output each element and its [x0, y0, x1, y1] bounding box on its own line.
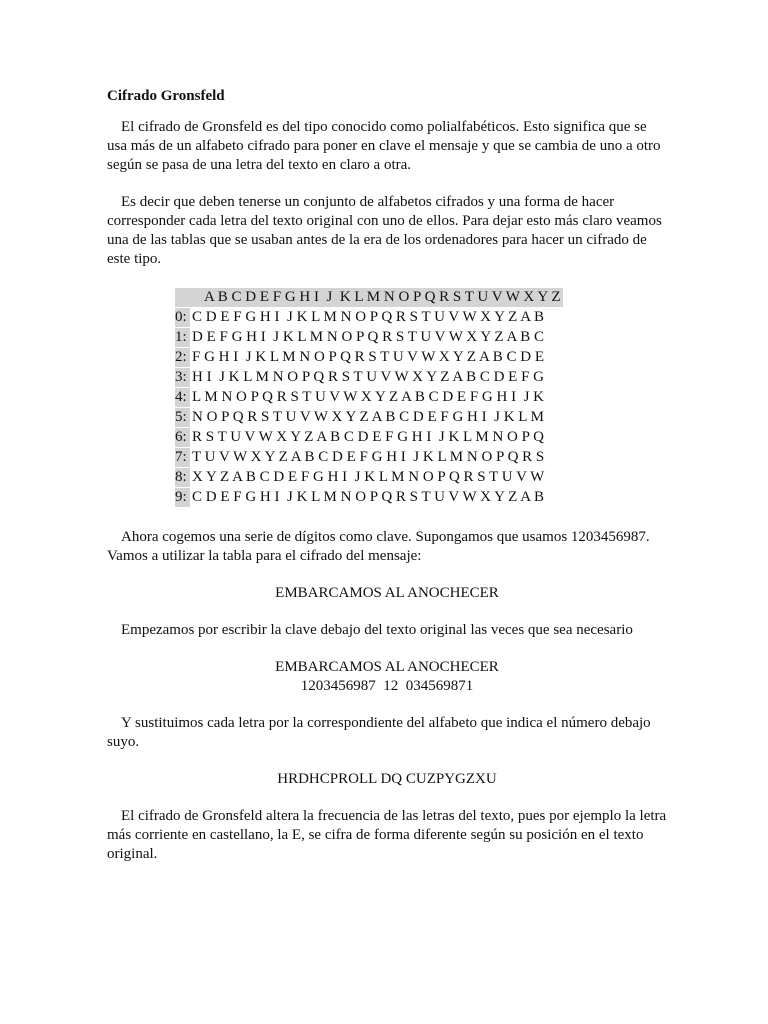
- cipher-table-row: [175, 308, 563, 327]
- paragraph-key-intro: Ahora cogemos una serie de dígitos como clave. Supongamos que usamos 1203456987. Vamos a utilizar la tabla para el cifrado del mensaje:: [107, 529, 650, 564]
- document-title: Cifrado Gronsfeld: [107, 88, 225, 104]
- paragraph-key-writing: Empezamos por escribir la clave debajo del texto original las veces que sea necesario: [121, 622, 633, 638]
- cipher-table-row: [175, 408, 563, 427]
- cipher-row-alphabet: R S T U V W X Y Z A B C D E F G H I J K L M N O P Q: [192, 429, 545, 445]
- cipher-table-row: [175, 428, 563, 447]
- cipher-table-row: [175, 328, 563, 347]
- cipher-table-header-row: [175, 288, 563, 307]
- cipher-row-digit: 2:: [175, 348, 190, 367]
- cipher-table-row: [175, 468, 563, 487]
- plaintext-message: EMBARCAMOS AL ANOCHECER: [275, 585, 499, 601]
- cipher-table-corner: [175, 288, 190, 307]
- cipher-row-alphabet: H I J K L M N O P Q R S T U V W X Y Z A B C D E F G: [192, 369, 545, 385]
- document-page: [107, 87, 667, 882]
- cipher-row-digit: 0:: [175, 308, 190, 327]
- cipher-row-alphabet: C D E F G H I J K L M N O P Q R S T U V W X Y Z A B: [192, 489, 545, 505]
- cipher-row-alphabet: X Y Z A B C D E F G H I J K L M N O P Q R S T U V W: [192, 469, 545, 485]
- cipher-table-row: [175, 488, 563, 507]
- paragraph-table-intro: Es decir que deben tenerse un conjunto de alfabetos cifrados y una forma de hacer corresponder cada letra del texto original con uno de ellos. Para dejar esto más claro veamos una de las tablas que se usaban antes de la era de los ordenadores para hacer un cifrado de este tipo.: [107, 194, 662, 267]
- cipher-row-digit: 3:: [175, 368, 190, 387]
- cipher-row-alphabet: N O P Q R S T U V W X Y Z A B C D E F G H I J K L M: [192, 409, 545, 425]
- key-digits-line: 1203456987 12 034569871: [300, 678, 474, 694]
- paragraph-conclusion: El cifrado de Gronsfeld altera la frecuencia de las letras del texto, pues por ejemplo la letra más corriente en castellano, la E, se cifra de forma diferente según su posición en el texto original.: [107, 808, 667, 862]
- cipher-row-digit: 8:: [175, 468, 190, 487]
- cipher-table-row: [175, 348, 563, 367]
- cipher-row-digit: 4:: [175, 388, 190, 407]
- cipher-table-header: A B C D E F G H I J K L M N O P Q R S T U V W X Y Z: [190, 288, 563, 307]
- cipher-row-digit: 9:: [175, 488, 190, 507]
- cipher-table-row: [175, 368, 563, 387]
- cipher-row-alphabet: C D E F G H I J K L M N O P Q R S T U V W X Y Z A B: [192, 309, 545, 325]
- cipher-row-alphabet: T U V W X Y Z A B C D E F G H I J K L M N O P Q R S: [192, 449, 545, 465]
- cipher-row-digit: 6:: [175, 428, 190, 447]
- cipher-row-alphabet: F G H I J K L M N O P Q R S T U V W X Y Z A B C D E: [192, 349, 545, 365]
- cipher-table: [175, 287, 563, 508]
- cipher-row-digit: 7:: [175, 448, 190, 467]
- paragraph-intro: El cifrado de Gronsfeld es del tipo conocido como polialfabéticos. Esto significa que se usa más de un alfabeto cifrado para poner en clave el mensaje y que se cambia de uno a otro según se pasa de una letra del texto en claro a otra.: [107, 119, 661, 173]
- cipher-row-alphabet: D E F G H I J K L M N O P Q R S T U V W X Y Z A B C: [192, 329, 545, 345]
- cipher-row-digit: 1:: [175, 328, 190, 347]
- cipher-table-row: [175, 388, 563, 407]
- ciphertext-message: HRDHCPROLL DQ CUZPYGZXU: [277, 771, 497, 787]
- cipher-table-row: [175, 448, 563, 467]
- plaintext-message-repeat: EMBARCAMOS AL ANOCHECER: [275, 659, 499, 675]
- cipher-row-alphabet: L M N O P Q R S T U V W X Y Z A B C D E F G H I J K: [192, 389, 545, 405]
- message-with-key: [107, 658, 667, 696]
- cipher-row-digit: 5:: [175, 408, 190, 427]
- paragraph-substitution: Y sustituimos cada letra por la correspondiente del alfabeto que indica el número debajo suyo.: [107, 715, 651, 750]
